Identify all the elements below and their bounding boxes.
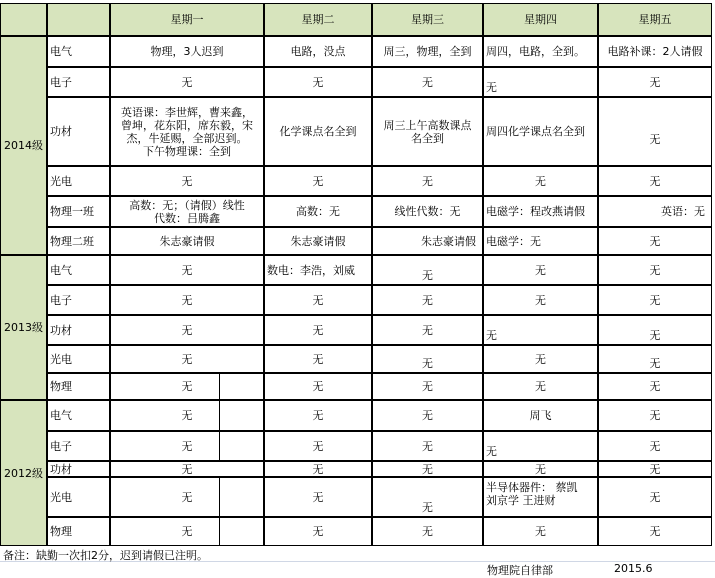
major-cell: 电子 xyxy=(47,285,110,315)
thu-cell: 周飞 xyxy=(483,400,598,431)
mon-cell: 无 xyxy=(110,373,264,400)
header-wednesday: 星期三 xyxy=(372,3,483,36)
major-cell: 光电 xyxy=(47,477,110,517)
thu-cell: 无 xyxy=(483,315,598,345)
major-cell: 光电 xyxy=(47,345,110,373)
header-thursday: 星期四 xyxy=(483,3,598,36)
fri-cell: 无 xyxy=(598,166,712,196)
mon-cell: 无 xyxy=(110,431,264,461)
thu-cell: 无 xyxy=(483,461,598,477)
major-cell: 物理 xyxy=(47,517,110,546)
tue-cell: 无 xyxy=(264,166,372,196)
wed-cell: 朱志豪请假 xyxy=(372,227,483,255)
major-cell: 功材 xyxy=(47,97,110,166)
wed-cell: 无 xyxy=(372,517,483,546)
tue-cell: 无 xyxy=(264,461,372,477)
wed-cell: 周三，物理，全到 xyxy=(372,36,483,67)
wed-cell: 无 xyxy=(372,373,483,400)
header-friday: 星期五 xyxy=(598,3,712,36)
major-cell: 物理一班 xyxy=(47,196,110,227)
tue-cell: 高数：无 xyxy=(264,196,372,227)
grade-2012-cell: 2012级 xyxy=(0,400,47,546)
thu-cell: 无 xyxy=(483,373,598,400)
mon-cell: 无 xyxy=(110,461,264,477)
wed-cell: 无 xyxy=(372,67,483,97)
tue-cell: 无 xyxy=(264,345,372,373)
mon-cell: 无 xyxy=(110,315,264,345)
major-cell: 电气 xyxy=(47,36,110,67)
header-tuesday: 星期二 xyxy=(264,3,372,36)
thu-cell: 电磁学：无 xyxy=(483,227,598,255)
fri-cell: 无 xyxy=(598,431,712,461)
thu-cell: 无 xyxy=(483,255,598,285)
major-cell: 物理 xyxy=(47,373,110,400)
mon-cell: 物理，3人迟到 xyxy=(110,36,264,67)
wed-cell: 无 xyxy=(372,431,483,461)
thu-cell: 无 xyxy=(483,345,598,373)
wed-cell: 周三上午高数课点 名全到 xyxy=(372,97,483,166)
wed-cell: 无 xyxy=(372,315,483,345)
fri-cell: 无 xyxy=(598,97,712,166)
tue-cell: 无 xyxy=(264,285,372,315)
tue-cell: 数电：李浩，刘威 xyxy=(264,255,372,285)
thu-cell: 无 xyxy=(483,166,598,196)
cell-divider xyxy=(219,373,220,400)
tue-cell: 无 xyxy=(264,400,372,431)
mon-cell: 无 xyxy=(110,285,264,315)
mon-cell: 朱志豪请假 xyxy=(110,227,264,255)
cell-divider xyxy=(219,477,220,546)
tue-cell: 无 xyxy=(264,373,372,400)
mon-cell: 无 xyxy=(110,400,264,431)
thu-cell: 无 xyxy=(483,431,598,461)
tue-cell: 无 xyxy=(264,67,372,97)
mon-cell: 英语课：李世辉，曹来鑫， 曾坤，花东阳，席东毅，宋 杰，牛延赐，全部迟到。 下午物理课：全到 xyxy=(110,97,264,166)
wed-cell: 无 xyxy=(372,255,483,285)
mon-cell: 无 xyxy=(110,517,264,546)
thu-cell: 无 xyxy=(483,517,598,546)
footer-department: 物理院自律部 xyxy=(487,564,553,577)
fri-cell: 无 xyxy=(598,461,712,477)
fri-cell: 无 xyxy=(598,517,712,546)
wed-cell: 无 xyxy=(372,400,483,431)
major-cell: 电气 xyxy=(47,400,110,431)
tue-cell: 化学课点名全到 xyxy=(264,97,372,166)
wed-cell: 无 xyxy=(372,461,483,477)
mon-cell: 无 xyxy=(110,67,264,97)
major-cell: 电气 xyxy=(47,255,110,285)
wed-cell: 无 xyxy=(372,477,483,517)
wed-cell: 线性代数：无 xyxy=(372,196,483,227)
major-cell: 物理二班 xyxy=(47,227,110,255)
mon-cell: 无 xyxy=(110,166,264,196)
thu-cell: 半导体器件： 蔡凯 刘京学 王进财 xyxy=(483,477,598,517)
major-cell: 电子 xyxy=(47,67,110,97)
header-major-cell xyxy=(47,3,110,36)
thu-cell: 周四化学课点名全到 xyxy=(483,97,598,166)
fri-cell: 无 xyxy=(598,67,712,97)
tue-cell: 无 xyxy=(264,517,372,546)
mon-cell: 无 xyxy=(110,345,264,373)
mon-cell: 高数：无；（请假）线性 代数：吕腾鑫 xyxy=(110,196,264,227)
wed-cell: 无 xyxy=(372,345,483,373)
major-cell: 电子 xyxy=(47,431,110,461)
mon-cell: 无 xyxy=(110,255,264,285)
wed-cell: 无 xyxy=(372,285,483,315)
fri-cell: 无 xyxy=(598,255,712,285)
tue-cell: 无 xyxy=(264,477,372,517)
thu-cell: 周四，电路，全到。 xyxy=(483,36,598,67)
mon-cell: 无 xyxy=(110,477,264,517)
cell-divider xyxy=(219,400,220,461)
tue-cell: 无 xyxy=(264,431,372,461)
fri-cell: 无 xyxy=(598,315,712,345)
major-cell: 光电 xyxy=(47,166,110,196)
thu-cell: 无 xyxy=(483,67,598,97)
fri-cell: 无 xyxy=(598,285,712,315)
tue-cell: 朱志豪请假 xyxy=(264,227,372,255)
fri-cell: 电路补课：2人请假 xyxy=(598,36,712,67)
thu-cell: 无 xyxy=(483,285,598,315)
header-monday: 星期一 xyxy=(110,3,264,36)
major-cell: 功材 xyxy=(47,461,110,477)
fri-cell: 无 xyxy=(598,373,712,400)
footer-note: 备注：缺勤一次扣2分，迟到请假已注明。 xyxy=(3,549,208,562)
grade-2013-cell: 2013级 xyxy=(0,255,47,400)
fri-cell: 无 xyxy=(598,227,712,255)
thu-cell: 电磁学：程改燕请假 xyxy=(483,196,598,227)
footer-date: 2015.6 xyxy=(614,562,653,575)
fri-cell: 英语：无 xyxy=(598,196,712,227)
tue-cell: 电路，没点 xyxy=(264,36,372,67)
header-grade-cell xyxy=(0,3,47,36)
major-cell: 功材 xyxy=(47,315,110,345)
fri-cell: 无 xyxy=(598,400,712,431)
grade-2014-cell: 2014级 xyxy=(0,36,47,255)
wed-cell: 无 xyxy=(372,166,483,196)
tue-cell: 无 xyxy=(264,315,372,345)
fri-cell: 无 xyxy=(598,345,712,373)
fri-cell: 无 xyxy=(598,477,712,517)
